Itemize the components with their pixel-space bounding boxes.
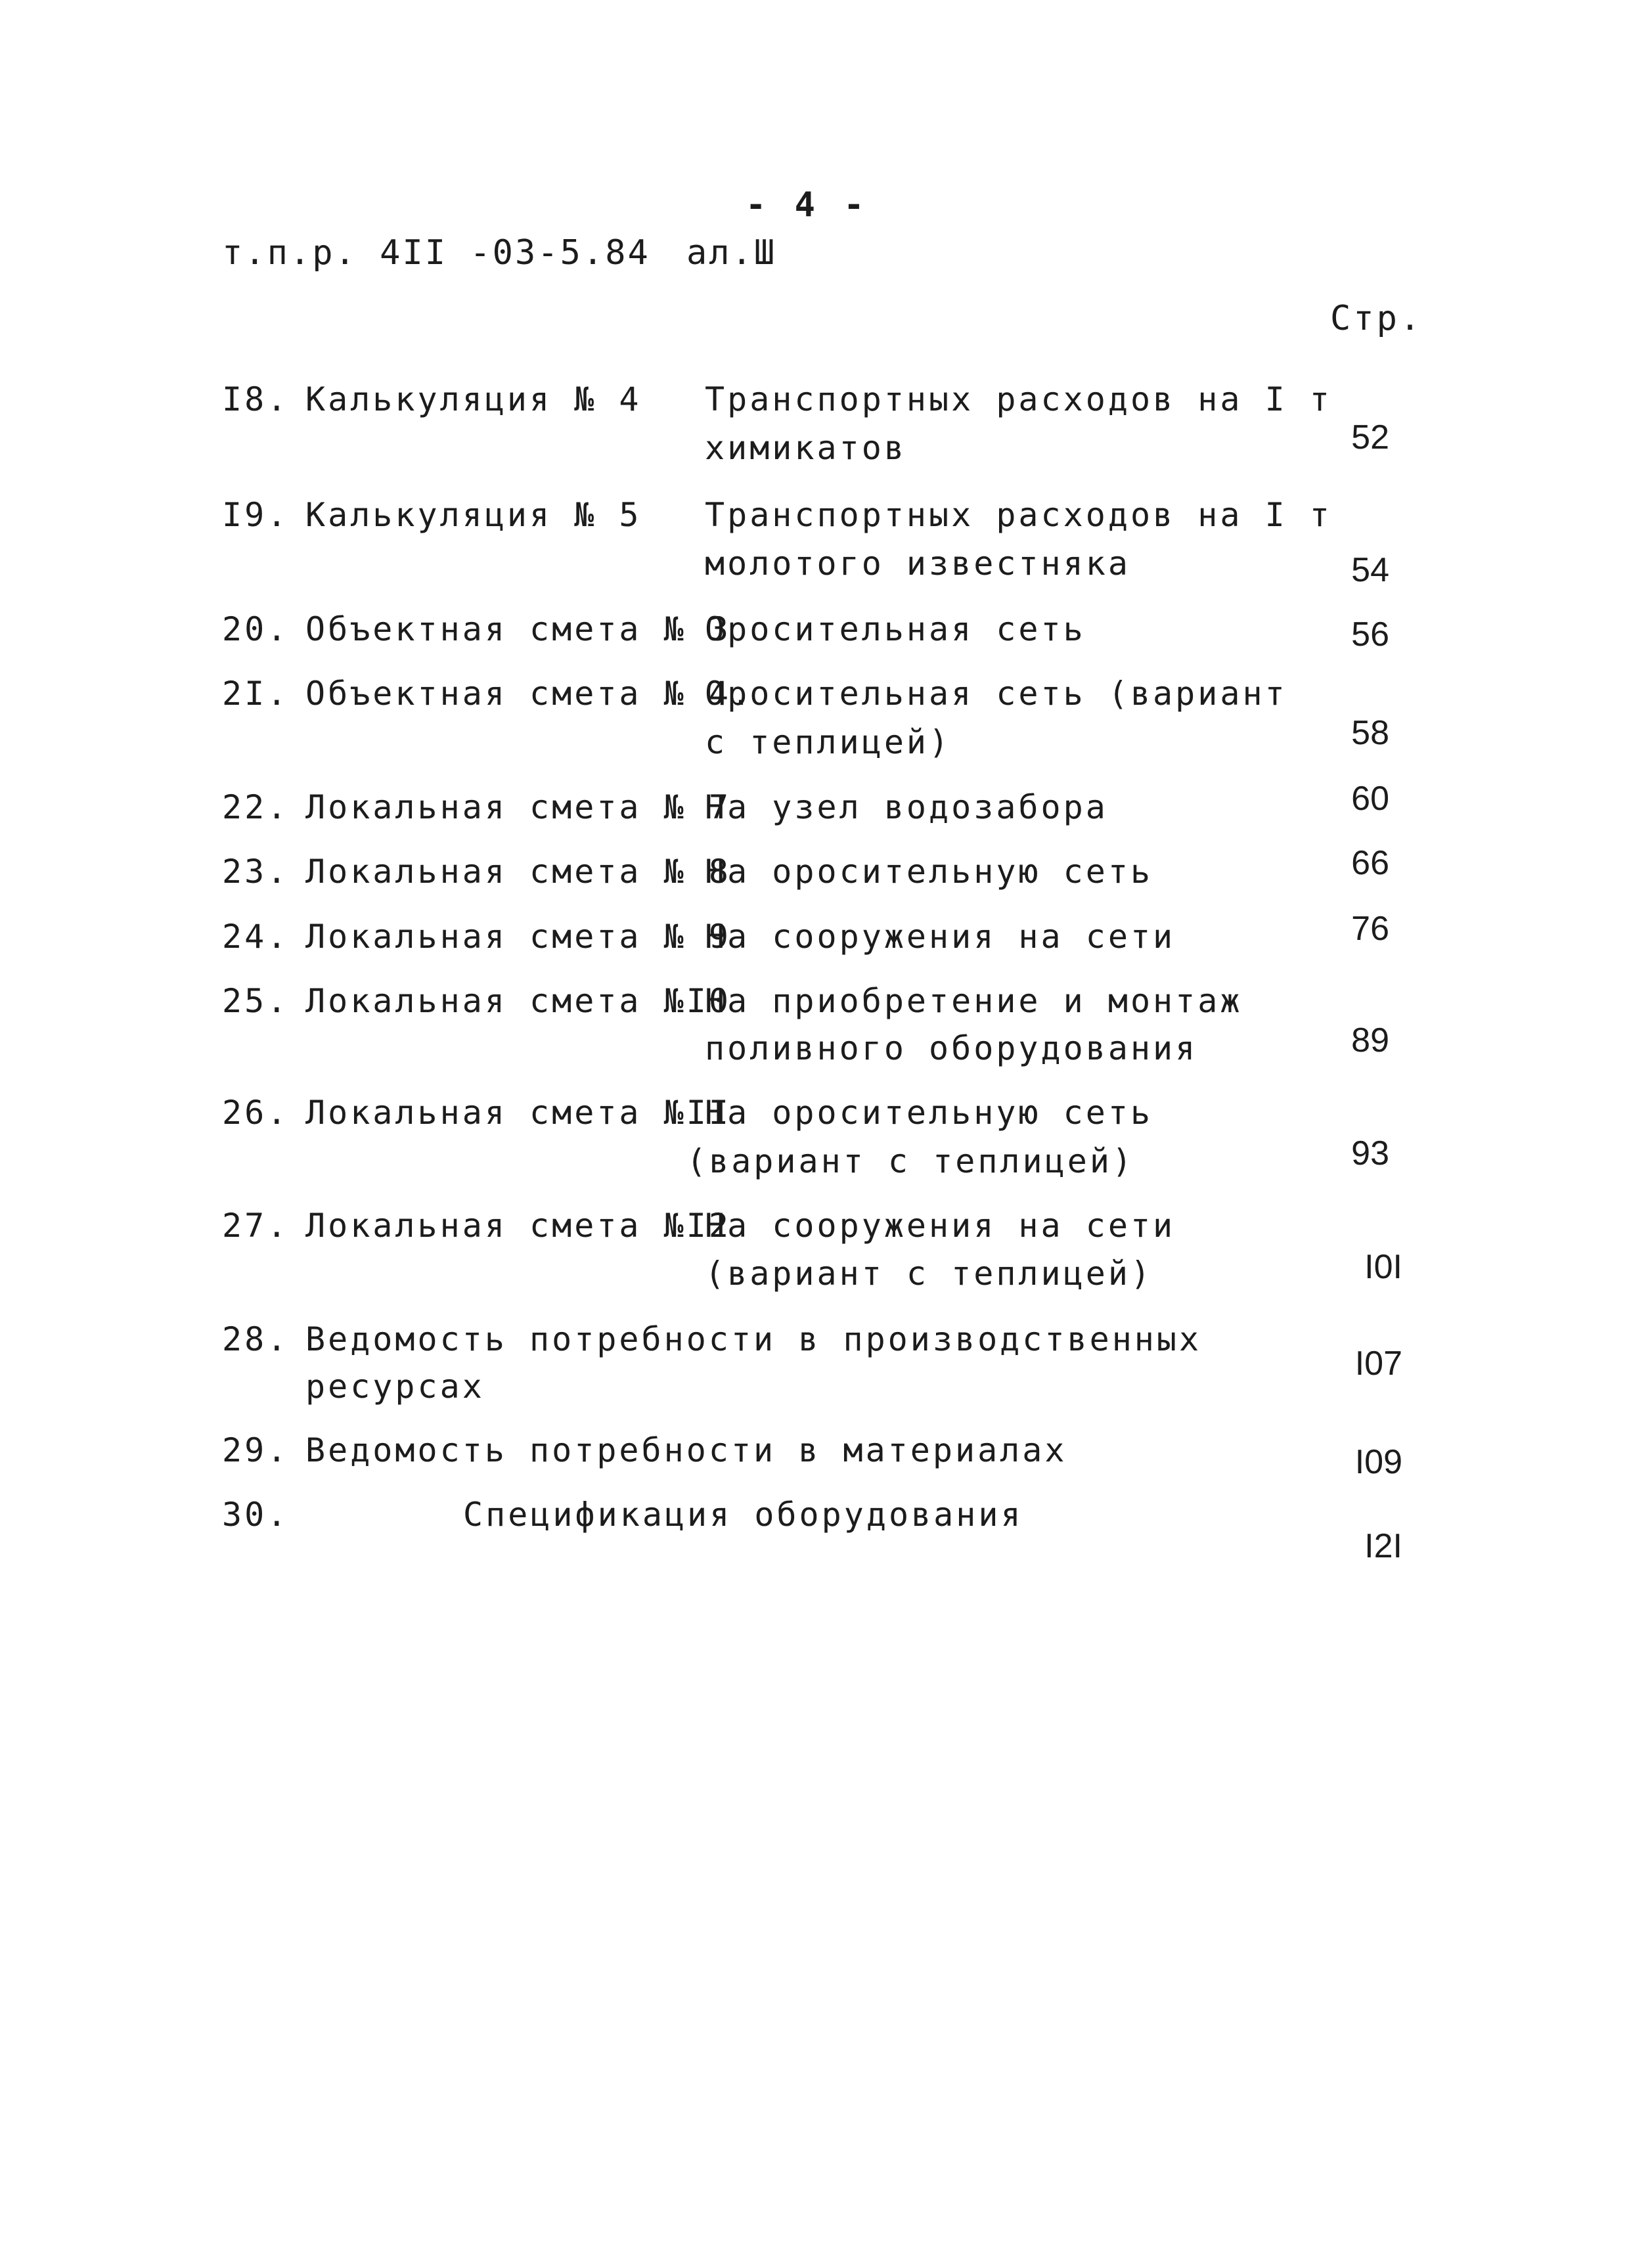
item-description: Транспортных расходов на I т [705, 496, 1332, 534]
item-name: Локальная смета № 8 [305, 853, 731, 891]
item-description-cont: молотого известняка [705, 545, 1130, 583]
item-page: 54 [1351, 551, 1389, 589]
item-number: 28. [222, 1320, 290, 1358]
item-page: 56 [1351, 615, 1389, 654]
item-number: 27. [222, 1207, 290, 1245]
item-name: Локальная смета №I2 [305, 1207, 731, 1245]
item-name: Ведомость потребности в производственных [305, 1320, 1202, 1358]
item-page: 66 [1351, 844, 1389, 882]
item-name: Ведомость потребности в материалах [305, 1431, 1067, 1469]
item-page: I2I [1364, 1527, 1402, 1565]
item-page: 76 [1351, 910, 1389, 948]
page-column-header: Стр. [1330, 299, 1423, 338]
item-page: I09 [1354, 1443, 1402, 1481]
item-name: Локальная смета № 9 [305, 918, 731, 956]
item-page: 52 [1351, 418, 1389, 456]
item-description: Оросительная сеть [705, 610, 1086, 648]
item-description-cont: (вариант с теплицей) [686, 1142, 1135, 1180]
item-name: Локальная смета №I0 [305, 982, 731, 1020]
item-page: 58 [1351, 714, 1389, 752]
item-page: I07 [1354, 1345, 1402, 1383]
item-number: 23. [222, 853, 290, 891]
item-number: 29. [222, 1431, 290, 1469]
item-description: Оросительная сеть (вариант [705, 675, 1287, 713]
item-page: 60 [1351, 780, 1389, 818]
item-number: 20. [222, 610, 290, 648]
item-number: 22. [222, 788, 290, 826]
item-description-cont: (вариант с теплицей) [705, 1255, 1153, 1293]
item-description: На узел водозабора [705, 788, 1108, 826]
item-description-cont: с теплицей) [705, 723, 952, 761]
item-description: На приобретение и монтаж [705, 982, 1243, 1020]
item-description-cont: химикатов [705, 429, 906, 467]
item-number: 26. [222, 1094, 290, 1132]
document-code: т.п.р. 4II -03-5.84 [222, 233, 650, 273]
item-description: На сооружения на сети [705, 918, 1176, 956]
item-page: 89 [1351, 1021, 1389, 1059]
item-description: Транспортных расходов на I т [705, 380, 1332, 418]
item-number: I8. [222, 380, 290, 418]
item-name: Объектная смета № 3 [305, 610, 731, 648]
album-label: ал.Ш [686, 233, 777, 273]
page-number: - 4 - [746, 185, 868, 225]
item-number: I9. [222, 496, 290, 534]
item-number: 2I. [222, 675, 290, 713]
item-description: На оросительную сеть [705, 1094, 1153, 1132]
item-description: На оросительную сеть [705, 853, 1153, 891]
item-name: Спецификация оборудования [463, 1496, 1023, 1534]
item-page: I0I [1364, 1248, 1402, 1286]
item-name-cont: ресурсах [305, 1368, 485, 1406]
item-name: Локальная смета № 7 [305, 788, 731, 826]
item-page: 93 [1351, 1134, 1389, 1172]
item-name: Объектная смета № 4. [305, 675, 754, 713]
item-description-cont: поливного оборудования [705, 1029, 1198, 1067]
item-number: 25. [222, 982, 290, 1020]
item-name: Калькуляция № 4 [305, 380, 642, 418]
item-description: На сооружения на сети [705, 1207, 1176, 1245]
item-number: 24. [222, 918, 290, 956]
item-name: Локальная смета №II [305, 1094, 731, 1132]
item-name: Калькуляция № 5 [305, 496, 642, 534]
item-number: 30. [222, 1496, 290, 1534]
